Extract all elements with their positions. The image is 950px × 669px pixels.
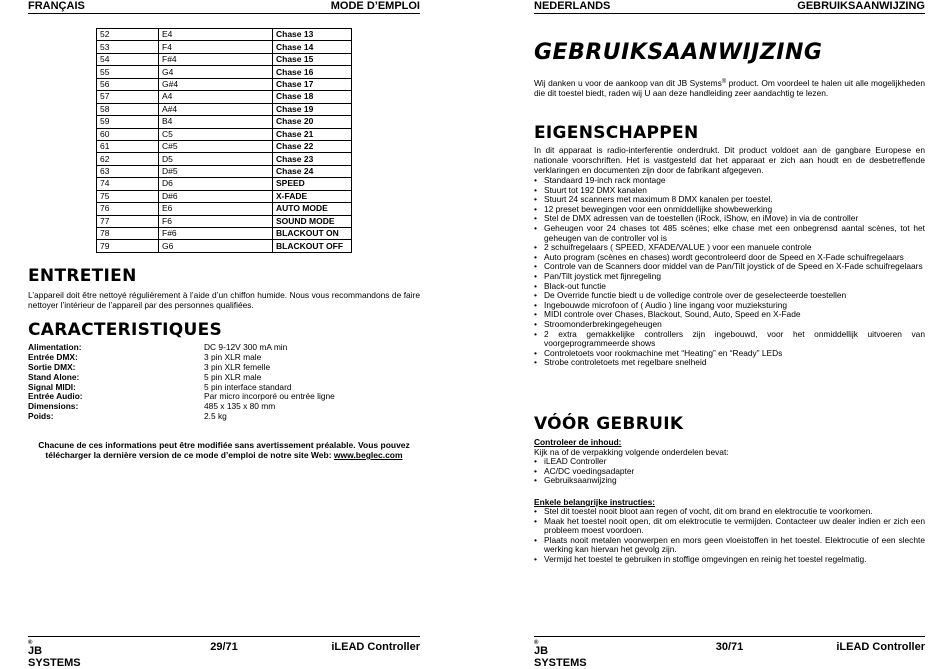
list-item: • Strobe controletoets met regelbare snelheid bbox=[534, 358, 925, 368]
note-number-cell: 52 bbox=[97, 29, 159, 41]
function-cell: Chase 22 bbox=[273, 140, 352, 152]
spec-value: DC 9-12V 300 mA min bbox=[204, 342, 288, 352]
contents-list bbox=[534, 457, 925, 486]
midi-notes-table bbox=[96, 28, 352, 253]
spec-label: Stand Alone: bbox=[28, 371, 80, 382]
spec-value: Par micro incorporé ou entrée ligne bbox=[204, 391, 335, 402]
table-row bbox=[97, 190, 352, 202]
list-item: • Maak het toestel nooit open, dit om elektrocutie te vermijden. Contacteer uw dealer indien er zich een probleem moest voordoen. bbox=[534, 517, 925, 536]
footer-brand: JB SYSTEMS ® bbox=[28, 640, 81, 669]
spec-label: Dimensions: bbox=[28, 401, 79, 412]
entretien-heading: ENTRETIEN bbox=[28, 266, 137, 286]
function-cell: Chase 18 bbox=[273, 91, 352, 103]
caracteristiques-heading: CARACTERISTIQUES bbox=[28, 320, 223, 340]
notice-line-2: télécharger la dernière version de ce mode d’emploi de notre site Web: bbox=[45, 450, 332, 460]
note-name-cell: C5 bbox=[159, 128, 273, 140]
main-title: GEBRUIKSAANWIJZING bbox=[534, 40, 823, 65]
list-item: • 2 extra gemakkelijke controllers zijn ingebouwd, voor het onmiddellijk uitvoeren van voorgeprogrammeerde shows bbox=[534, 330, 925, 349]
list-item: • Geheugen voor 24 chases tot 485 scènes; elke chase met een onbegrensd aantal scènes, tot het geheugen van de controller vol is bbox=[534, 224, 925, 243]
note-number-cell: 77 bbox=[97, 215, 159, 227]
entretien-text: L’appareil doit être nettoyé régulièrement à l’aide d’un chiffon humide. Nous vous recommandons de faire nettoyer l’intérieur de l’appareil par des personnes qualifiées. bbox=[28, 290, 420, 310]
note-name-cell: D#6 bbox=[159, 190, 273, 202]
table-row bbox=[97, 228, 352, 240]
note-name-cell: D5 bbox=[159, 153, 273, 165]
note-number-cell: 62 bbox=[97, 153, 159, 165]
right-header bbox=[534, 0, 925, 14]
spec-value: 2.5 kg bbox=[204, 411, 227, 422]
spec-label: Entrée DMX: bbox=[28, 351, 78, 362]
left-footer bbox=[28, 636, 420, 669]
note-name-cell: D#5 bbox=[159, 165, 273, 177]
note-number-cell: 79 bbox=[97, 240, 159, 252]
table-row bbox=[97, 165, 352, 177]
list-item: • Stel de DMX adressen van de toestellen (iRock, iShow, en iMove) in via de controller bbox=[534, 214, 925, 224]
list-item: • Stuurt 24 scanners met maximum 8 DMX kanalen per toestel. bbox=[534, 195, 925, 205]
note-name-cell: E4 bbox=[159, 29, 273, 41]
table-row bbox=[97, 203, 352, 215]
table-row bbox=[97, 116, 352, 128]
list-item: • 12 preset bewegingen voor een onmiddellijke showbewerking bbox=[534, 205, 925, 215]
note-name-cell: F#4 bbox=[159, 53, 273, 65]
note-name-cell: C#5 bbox=[159, 140, 273, 152]
note-number-cell: 78 bbox=[97, 228, 159, 240]
note-name-cell: F#6 bbox=[159, 228, 273, 240]
left-header-title: MODE D’EMPLOI bbox=[330, 0, 420, 12]
note-name-cell: F4 bbox=[159, 41, 273, 53]
footer-page-number: 30/71 bbox=[715, 641, 744, 653]
note-number-cell: 55 bbox=[97, 66, 159, 78]
table-row bbox=[97, 178, 352, 190]
note-number-cell: 63 bbox=[97, 165, 159, 177]
spec-label: Alimentation: bbox=[28, 342, 82, 352]
function-cell: Chase 21 bbox=[273, 128, 352, 140]
list-item: • Black-out functie bbox=[534, 282, 925, 292]
list-item: • Controle van de Scanners door middel van de Pan/Tilt joystick of de Speed en X-Fade schuifregelaars bbox=[534, 262, 925, 272]
table-row bbox=[97, 41, 352, 53]
table-row bbox=[97, 128, 352, 140]
function-cell: Chase 24 bbox=[273, 165, 352, 177]
note-number-cell: 76 bbox=[97, 203, 159, 215]
note-name-cell: G4 bbox=[159, 66, 273, 78]
function-cell: BLACKOUT ON bbox=[273, 228, 352, 240]
list-item: • AC/DC voedingsadapter bbox=[534, 467, 925, 477]
table-row bbox=[97, 215, 352, 227]
function-cell: AUTO MODE bbox=[273, 203, 352, 215]
function-cell: Chase 14 bbox=[273, 41, 352, 53]
function-cell: Chase 17 bbox=[273, 78, 352, 90]
table-row bbox=[97, 240, 352, 252]
spec-label: Signal MIDI: bbox=[28, 381, 76, 392]
note-name-cell: G#4 bbox=[159, 78, 273, 90]
note-number-cell: 60 bbox=[97, 128, 159, 140]
list-item: • Stuurt tot 192 DMX kanalen bbox=[534, 186, 925, 196]
left-header-language: FRANÇAIS bbox=[28, 0, 85, 12]
list-item: • MIDI controle over Chases, Blackout, Sound, Auto, Speed en X-Fade bbox=[534, 310, 925, 320]
list-item: • Pan/Tilt joystick met fijnregeling bbox=[534, 272, 925, 282]
spec-row bbox=[28, 412, 420, 422]
spec-label: Poids: bbox=[28, 411, 54, 422]
note-name-cell: F6 bbox=[159, 215, 273, 227]
note-number-cell: 74 bbox=[97, 178, 159, 190]
list-item: • 2 schuifregelaars ( SPEED, XFADE/VALUE ) voor een manuele controle bbox=[534, 243, 925, 253]
spec-value: 3 pin XLR male bbox=[204, 351, 262, 362]
specs-list bbox=[28, 343, 420, 422]
function-cell: BLACKOUT OFF bbox=[273, 240, 352, 252]
note-name-cell: G6 bbox=[159, 240, 273, 252]
function-cell: Chase 19 bbox=[273, 103, 352, 115]
footer-page-number: 29/71 bbox=[210, 641, 238, 653]
spec-value: 485 x 135 x 80 mm bbox=[204, 401, 276, 412]
instructions-heading: Enkele belangrijke instructies: bbox=[534, 497, 656, 507]
table-row bbox=[97, 140, 352, 152]
eigenschappen-text: In dit apparaat is radio-interferentie onderdrukt. Dit product voldoet aan de gangbare Europese en nationale voorschriften. Het is vastgesteld dat het apparaat er zich aan houdt en de desbetreffende verklaringen en documenten zijn door de fabrikant afgegeven. bbox=[534, 145, 925, 175]
list-item: • Ingebouwde microfoon of ( Audio ) line ingang voor muzieksturing bbox=[534, 301, 925, 311]
note-number-cell: 75 bbox=[97, 190, 159, 202]
right-header-title: GEBRUIKSAANWIJZING bbox=[797, 0, 925, 12]
spec-value: 3 pin XLR femelle bbox=[204, 361, 271, 372]
spec-value: 5 pin XLR male bbox=[204, 371, 262, 382]
table-row bbox=[97, 53, 352, 65]
function-cell: Chase 16 bbox=[273, 66, 352, 78]
list-item: • Stel dit toestel nooit bloot aan regen of vocht, dit om brand en elektrocutie te voorkomen. bbox=[534, 507, 925, 517]
footer-product: iLEAD Controller bbox=[331, 641, 420, 653]
note-name-cell: D6 bbox=[159, 178, 273, 190]
function-cell: Chase 20 bbox=[273, 116, 352, 128]
table-row bbox=[97, 153, 352, 165]
note-number-cell: 53 bbox=[97, 41, 159, 53]
left-header bbox=[28, 0, 420, 14]
right-page bbox=[534, 0, 926, 669]
note-name-cell: A4 bbox=[159, 91, 273, 103]
table-row bbox=[97, 66, 352, 78]
spec-label: Sortie DMX: bbox=[28, 361, 76, 372]
spec-label: Entrée Audio: bbox=[28, 391, 83, 402]
function-cell: SPEED bbox=[273, 178, 352, 190]
controle-text: Kijk na of de verpakking volgende onderdelen bevat: bbox=[534, 447, 729, 457]
footer-product: iLEAD Controller bbox=[836, 641, 925, 653]
note-number-cell: 57 bbox=[97, 91, 159, 103]
note-name-cell: A#4 bbox=[159, 103, 273, 115]
instructions-list bbox=[534, 507, 925, 565]
function-cell: X-FADE bbox=[273, 190, 352, 202]
table-row bbox=[97, 78, 352, 90]
list-item: • Plaats nooit metalen voorwerpen en mors geen vloeistoffen in het toestel. Elektrocutie of een slechte werking kan hiervan het gevolg zijn. bbox=[534, 536, 925, 555]
list-item: • iLEAD Controller bbox=[534, 457, 925, 467]
intro-text: Wij danken u voor de aankoop van dit JB Systems® product. Om voordeel te halen uit alle mogelijkheden die dit toestel biedt, raden wij U aan deze handleiding zeer aandachtig te lezen. bbox=[534, 78, 926, 98]
spec-value: 5 pin interface standard bbox=[204, 381, 292, 392]
table-row bbox=[97, 91, 352, 103]
voor-gebruik-heading: VÓÓR GEBRUIK bbox=[534, 414, 684, 434]
list-item: • Gebruiksaanwijzing bbox=[534, 476, 925, 486]
features-list bbox=[534, 176, 925, 368]
eigenschappen-heading: EIGENSCHAPPEN bbox=[534, 123, 699, 143]
list-item: • Vermijd het toestel te gebruiken in stoffige omgevingen en reinig het toestel regelmatig. bbox=[534, 555, 925, 565]
note-number-cell: 58 bbox=[97, 103, 159, 115]
function-cell: Chase 15 bbox=[273, 53, 352, 65]
right-footer bbox=[534, 636, 925, 669]
table-row bbox=[97, 103, 352, 115]
list-item: • Stroomonderbrekingegeheugen bbox=[534, 320, 925, 330]
list-item: • De Override functie biedt u de volledige controle over de geselecteerde toestellen bbox=[534, 291, 925, 301]
list-item: • Controletoets voor rookmachine met “Heating” en “Ready” LEDs bbox=[534, 349, 925, 359]
function-cell: Chase 13 bbox=[273, 29, 352, 41]
note-name-cell: B4 bbox=[159, 116, 273, 128]
note-number-cell: 59 bbox=[97, 116, 159, 128]
list-item: • Standaard 19-inch rack montage bbox=[534, 176, 925, 186]
note-name-cell: E6 bbox=[159, 203, 273, 215]
list-item: • Auto program (scènes en chases) wordt gecontroleerd door de Speed en X-Fade schuifregelaars bbox=[534, 253, 925, 263]
controle-heading: Controleer de inhoud: bbox=[534, 437, 622, 447]
notice-line-1: Chacune de ces informations peut être modifiée sans avertissement préalable. Vous pouvez bbox=[38, 440, 410, 450]
note-number-cell: 54 bbox=[97, 53, 159, 65]
note-number-cell: 56 bbox=[97, 78, 159, 90]
right-header-language: NEDERLANDS bbox=[534, 0, 611, 12]
left-page bbox=[28, 0, 420, 669]
function-cell: SOUND MODE bbox=[273, 215, 352, 227]
website-link[interactable]: www.beglec.com bbox=[333, 450, 403, 460]
footer-brand: JB SYSTEMS ® bbox=[534, 640, 587, 669]
function-cell: Chase 23 bbox=[273, 153, 352, 165]
note-number-cell: 61 bbox=[97, 140, 159, 152]
table-row bbox=[97, 29, 352, 41]
update-notice bbox=[28, 440, 420, 460]
